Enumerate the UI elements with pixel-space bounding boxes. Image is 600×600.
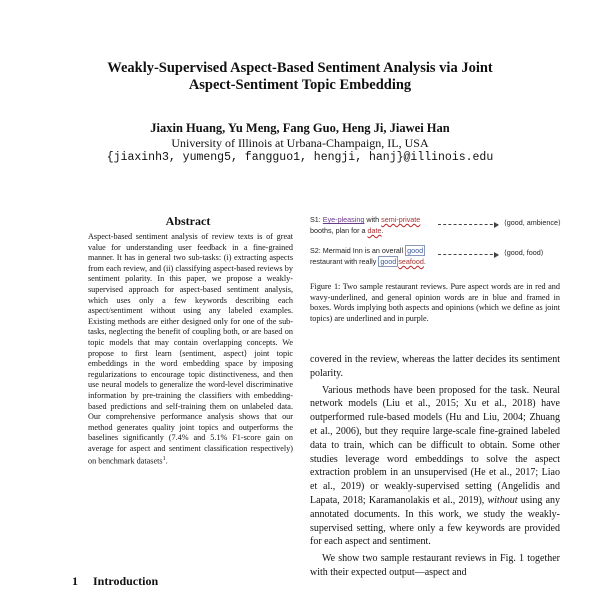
paragraph-2 <box>310 384 560 550</box>
abstract-heading: Abstract <box>165 214 211 228</box>
s1-text-2: booths, plan for a <box>310 226 366 235</box>
authors: Jiaxin Huang, Yu Meng, Fang Guo, Heng Ji, Jiawei Han <box>150 121 450 135</box>
figure-1 <box>310 212 565 272</box>
figure-sentence-1 <box>310 214 428 236</box>
section-number: 1 <box>72 574 78 588</box>
paragraph-1: covered in the review, whereas the latter decides its sentiment polarity. <box>310 354 560 379</box>
s1-text: with <box>366 215 380 224</box>
section-title: Introduction <box>93 574 159 588</box>
s2-text: Mermaid Inn is an overall <box>322 246 404 255</box>
title-line-2: Aspect-Sentiment Topic Embedding <box>188 77 412 93</box>
s2-aspect-word: seafood <box>398 257 424 266</box>
s1-period: . <box>381 226 384 235</box>
figure-caption: Figure 1: Two sample restaurant reviews. Pure aspect words are in red and wavy-underlined, and general opinion words are in blue and framed in boxes. Words implying both aspects and opinions (which we define as joint topics) are underlined and in purple. <box>310 282 560 323</box>
affiliation: University of Illinois at Urbana-Champaign, IL, USA <box>171 136 429 150</box>
s1-aspect-word-2: date <box>367 226 382 235</box>
emails: {jiaxinh3, yumeng5, fangguo1, hengji, hanj}@illinois.edu <box>106 151 494 164</box>
paragraph-2-emphasis: without <box>487 494 518 506</box>
title-line-1: Weakly-Supervised Aspect-Based Sentiment Analysis via Joint <box>107 60 493 76</box>
figure-output-1: ⟨good, ambience⟩ <box>504 218 561 227</box>
section-heading <box>72 574 158 589</box>
abstract-footnote-mark: 1 <box>162 456 166 463</box>
s2-period: . <box>423 257 426 266</box>
right-column-text <box>310 353 560 580</box>
abstract-body: Aspect-based sentiment analysis of review texts is of great value for understanding user feedback in a fine-grained manner. It has in general two sub-tasks: (i) extracting aspects from each review, and (ii) classifying aspect-based reviews by sentiment polarity. In this paper, we propose a weakly-supervised approach for aspect-based sentiment analysis, which uses only a few keywords describing each aspect/sentiment without using any labeled examples. Existing methods are either designed only for one of the sub-tasks, neglecting the benefit of coupling both, or are based on topic models that may contain overlapping concepts. We propose to first learn ⟨sentiment, aspect⟩ joint topic embeddings in the word embedding space by imposing regularizations to encourage topic distinctiveness, and then use neural models to generalize the word-level discriminative information by pre-training the classifiers with embedding-based predictions and self-training them on unlabeled data. Our comprehensive performance analysis shows that our method generates quality joint topics and outperforms the baselines significantly (7.4% and 5.1% F1-score gain on average for aspect and sentiment classification respectively) on benchmark datasets$^1$. <box>88 232 293 467</box>
s2-text-2: restaurant with really <box>310 257 377 266</box>
s2-opinion-word: good <box>407 246 424 255</box>
figure-output-2: ⟨good, food⟩ <box>504 248 544 257</box>
paragraph-2-text: Various methods have been proposed for the task. Neural network models (Liu et al., 2015; Xu et al., 2018) have outperformed rule-based models (Hu and Liu, 2004; Zhuang et al., 2006), but they require large-scale fine-grained labeled data to train, which can be difficult to obtain. Some other studies leverage word embeddings to solve the aspect extraction problem in an unsupervised (He et al., 2017; Liao et al., 2019) or weakly-supervised setting (Angelidis and Lapata, 2018; Karamanolakis et al., 2019), <box>310 384 560 506</box>
abstract-text: Aspect-based sentiment analysis of review texts is of great value for understanding user feedback in a fine-grained manner. It has in general two sub-tasks: (i) extracting aspects from each review, and (ii) classifying aspect-based reviews by sentiment polarity. In this paper, we propose a weakly-supervised approach for aspect-based sentiment analysis, which uses only a few keywords describing each aspect/sentiment without using any labeled examples. Existing methods are either designed only for one of the sub-tasks, neglecting the benefit of coupling both, or are based on topic models that may contain overlapping concepts. We propose to first learn ⟨sentiment, aspect⟩ joint topic embeddings in the word embedding space by imposing regularizations to encourage topic distinctiveness, and then use neural models to generalize the word-level discriminative information by pre-training the classifiers with embedding-based predictions and self-training them on unlabeled data. Our comprehensive performance analysis shows that our method generates quality joint topics and outperforms the baselines significantly (7.4% and 5.1% F1-score gain on average for aspect and sentiment classification respectively) on benchmark datasets <box>88 232 293 467</box>
paper-title <box>40 60 560 94</box>
arrow-2 <box>438 254 498 255</box>
s2-label: S2: <box>310 246 321 255</box>
s1-aspect-word: semi-private <box>381 215 421 224</box>
paragraph-2-text-2: using any annotated documents. In this work, we study the weakly-supervised setting, where only a few keywords are provided for each aspect and sentiment. <box>310 494 561 548</box>
paragraph-3: We show two sample restaurant reviews in Fig. 1 together with their expected output—aspect and <box>310 553 560 578</box>
s1-label: S1: <box>310 215 321 224</box>
s1-joint-word: Eye-pleasing <box>322 215 365 224</box>
s2-opinion-word-2: good <box>380 257 397 266</box>
figure-sentence-2 <box>310 245 440 267</box>
arrow-1 <box>438 224 498 225</box>
